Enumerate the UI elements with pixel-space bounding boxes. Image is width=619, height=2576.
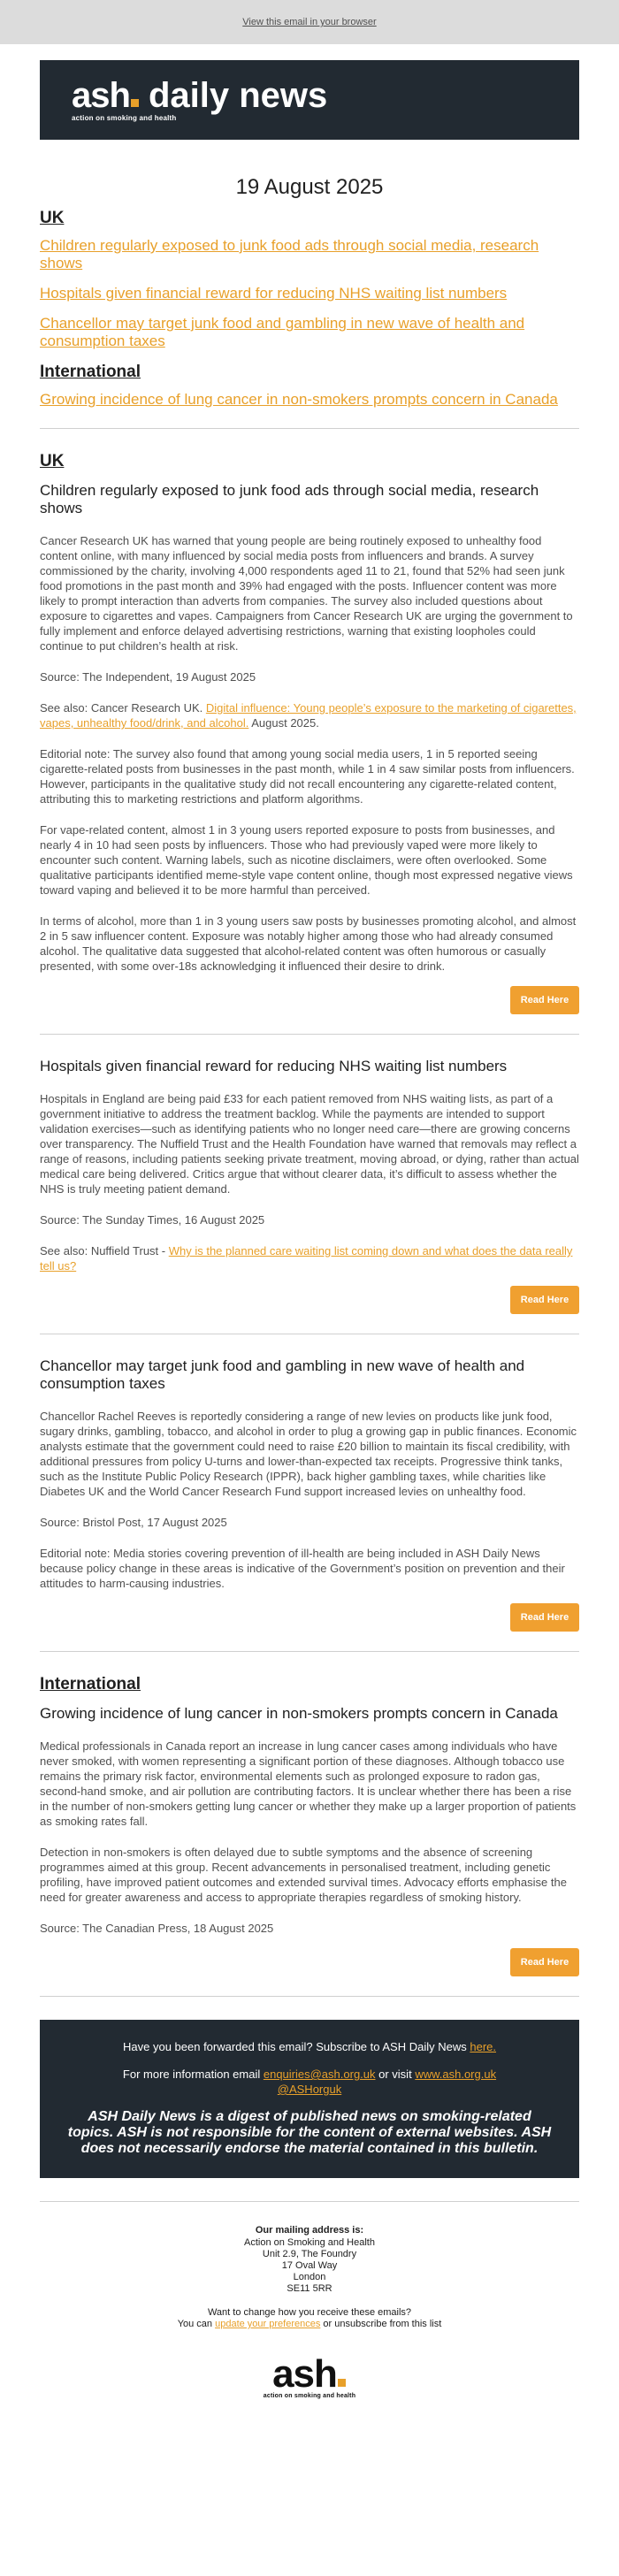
section-heading-uk: UK [40, 452, 65, 470]
article-title: Growing incidence of lung cancer in non-smokers prompts concern in Canada [40, 1705, 558, 1722]
see-also-suffix: August 2025. [248, 716, 319, 730]
article-paragraph: Cancer Research UK has warned that young people are being routinely exposed to unhealthy food content online, with many influenced by social media posts from influencers and brands. A survey commissioned by the charity, involving 4,000 respondents aged 11 to 21, found that 52% had seen junk food promotions in the past month and 39% had engaged with the posts. Influencer content was more likely to prompt interaction than adverts from companies. The survey also included questions about exposure to cigarettes and vapes. Campaigners from Cancer Research UK are urging the government to fully implement and enforce delayed advertising restrictions, warning that existing loopholes could continue to put children’s health at risk. [40, 534, 573, 653]
header-banner [40, 60, 579, 140]
read-here-button[interactable]: Read Here [510, 1948, 579, 1976]
contact-info [66, 2067, 553, 2097]
email-link[interactable]: enquiries@ash.org.uk [263, 2068, 376, 2081]
ash-daily-news-logo [72, 78, 327, 122]
contact-or: or visit [375, 2068, 416, 2081]
unsubscribe-text: or unsubscribe from this list [320, 2319, 442, 2329]
article-title: Hospitals given financial reward for reducing NHS waiting list numbers [40, 1058, 508, 1074]
address-line: 17 Oval Way [281, 2260, 338, 2271]
contact-text: For more information email [122, 2068, 264, 2081]
article-paragraph: Editorial note: Media stories covering prevention of ill-health are being included in ASH Daily News because policy change in these areas is indicative of the Government’s position on prevention and their attitudes to harm-causing industries. [40, 1547, 565, 1590]
change-preferences-question: Want to change how you receive these emails? [207, 2307, 412, 2318]
issue-date: 19 August 2025 [235, 175, 384, 199]
article-title: Children regularly exposed to junk food ads through social media, research shows [40, 482, 539, 516]
see-also-link[interactable]: Why is the planned care waiting list coming down and what does the data really tell us? [40, 1244, 573, 1273]
divider [40, 2201, 579, 2202]
article-paragraph: Hospitals in England are being paid £33 for each patient removed from NHS waiting lists, as part of a government initiative to address the treatment backlog. While the payments are intended to support validation exercises—such as identifying patients who no longer need care—there are growing concerns over transparency. The Nuffield Trust and the Health Foundation have warned that removals may reflect a range of reasons, including patients seeking private treatment, moving abroad, or dying, rather than actual medical care being delivered. Critics argue that without clearer data, it’s difficult to assess whether the NHS is truly meeting patient demand. [40, 1092, 579, 1196]
forwarded-text: Have you been forwarded this email? Subscribe to ASH Daily News [123, 2040, 470, 2053]
article-paragraph: For vape-related content, almost 1 in 3 young users reported exposure to posts from businesses, and nearly 4 in 10 had seen posts by influencers. Those who had previously vaped were more likely to encounter such content. Warning labels, such as nicotine disclaimers, were often overlooked. Some qualitative participants identified meme-style vape content online, though most expressed negative views toward vaping and believed it to be more harmful than perceived. [40, 823, 573, 897]
see-also-label: See also: Cancer Research UK. [40, 701, 206, 715]
mailing-heading: Our mailing address is: [255, 2225, 364, 2236]
toc-uk-heading: UK [40, 209, 65, 227]
read-here-button[interactable]: Read Here [510, 986, 579, 1014]
view-in-browser-link[interactable]: View this email in your browser [242, 17, 377, 27]
article-source: Source: The Sunday Times, 16 August 2025 [40, 1213, 265, 1227]
read-here-button[interactable]: Read Here [510, 1286, 579, 1314]
disclaimer: ASH Daily News is a digest of published news on smoking-related topics. ASH is not responsible for the content of external websites. ASH does not necessarily endorse the material contained in this bulletin. [67, 2109, 552, 2156]
logo-dot-icon [131, 99, 139, 107]
article-see-also [40, 1243, 579, 1273]
email-body [40, 60, 579, 2399]
article-source: Source: The Canadian Press, 18 August 2025 [40, 1922, 274, 1935]
address-line: SE11 5RR [287, 2283, 332, 2294]
article-paragraph: Editorial note: The survey also found that among young social media users, 1 in 5 reported seeing cigarette-related posts from businesses in the past month, while 1 in 4 saw similar posts from influencers. However, participants in the qualitative study did not recall encountering any cigarette-related content, attributing this to marketing restrictions and platform algorithms. [40, 747, 575, 806]
article-title: Chancellor may target junk food and gambling in new wave of health and consumption taxes [40, 1357, 525, 1392]
section-heading-international: International [40, 1675, 141, 1693]
toc-link[interactable]: Children regularly exposed to junk food ads through social media, research shows [40, 237, 539, 271]
divider [40, 1651, 579, 1652]
toc-international-heading: International [40, 363, 141, 381]
article-see-also [40, 700, 579, 730]
toc-link[interactable]: Chancellor may target junk food and gambling in new wave of health and consumption taxes [40, 315, 525, 349]
article [40, 1058, 579, 1314]
twitter-link[interactable]: @ASHorguk [277, 2083, 342, 2096]
toc-link[interactable]: Hospitals given financial reward for reducing NHS waiting list numbers [40, 285, 508, 302]
footer-logo-ash-text: ash [272, 2352, 337, 2396]
footer-box [40, 2020, 579, 2178]
forwarded-notice [66, 2039, 553, 2054]
change-preferences [40, 2319, 579, 2330]
address-line: Action on Smoking and Health [244, 2237, 375, 2248]
divider [40, 1034, 579, 1035]
table-of-contents [40, 209, 579, 409]
divider [40, 428, 579, 429]
top-bar [0, 0, 619, 44]
see-also-label: See also: Nuffield Trust - [40, 1244, 169, 1257]
footer-logo-tagline: action on smoking and health [263, 2393, 356, 2399]
address-line: Unit 2.9, The Foundry [262, 2249, 357, 2259]
article-source: Source: The Independent, 19 August 2025 [40, 670, 256, 684]
change-prefix: You can [177, 2319, 216, 2329]
article-source: Source: Bristol Post, 17 August 2025 [40, 1516, 227, 1529]
article-paragraph: Medical professionals in Canada report an increase in lung cancer cases among individuals who have never smoked, with women representing a significant portion of these diagnoses. Although tobacco use remains the primary risk factor, environmental elements such as prolonged exposure to radon gas, second-hand smoke, and air pollution are contributing factors. It is unclear whether there has been a rise in the number of non-smokers getting lung cancer or whether they make up a larger proportion of patients as smoking rates fall. [40, 1739, 577, 1828]
article [40, 1357, 579, 1632]
footer-ash-logo [40, 2352, 579, 2399]
footer-logo-dot-icon [338, 2379, 346, 2387]
article-paragraph: In terms of alcohol, more than 1 in 3 young users saw posts by businesses promoting alcohol, and almost 2 in 5 saw influencer content. Exposure was notably higher among those who had already consumed alcohol. The qualitative data suggested that alcohol-related content was often humorous or casually presented, with some over-18s acknowledging it influenced their desire to drink. [40, 914, 577, 973]
see-also-link[interactable]: Digital influence: Young people’s exposure to the marketing of cigarettes, vapes, unhealthy food/drink, and alcohol. [40, 701, 577, 730]
article [40, 452, 579, 1014]
read-here-button[interactable]: Read Here [510, 1603, 579, 1632]
toc-link[interactable]: Growing incidence of lung cancer in non-smokers prompts concern in Canada [40, 391, 558, 408]
update-preferences-link[interactable]: update your preferences [215, 2319, 321, 2329]
address-line: London [293, 2272, 326, 2282]
logo-title: daily news [148, 76, 328, 115]
website-link[interactable]: www.ash.org.uk [415, 2068, 497, 2081]
article-paragraph: Chancellor Rachel Reeves is reportedly considering a range of new levies on products like junk food, sugary drinks, gambling, tobacco, and alcohol in order to plug a growing gap in public finances. Economic analysts estimate that the government could need to raise £20 billion to maintain its fiscal credibility, with additional pressures from policy U-turns and lower-than-expected tax receipts. Progressive think tanks, such as the Institute Public Policy Research (IPPR), back higher gambling taxes, while charities like Diabetes UK and the World Cancer Research Fund support increased levies on unhealthy food. [40, 1410, 577, 1498]
subscribe-link[interactable]: here. [470, 2040, 496, 2053]
divider [40, 1996, 579, 1997]
mailing-address [40, 2225, 579, 2330]
logo-ash-text: ash [72, 76, 130, 115]
logo-tagline: action on smoking and health [72, 114, 177, 122]
article [40, 1675, 579, 1976]
article-paragraph: Detection in non-smokers is often delayed due to subtle symptoms and the absence of screening programmes aimed at this group. Recent advancements in personalised treatment, including genetic profiling, have improved patient outcomes and extended survival times. Advocacy efforts emphasise the need for greater awareness and access to appropriate therapies regardless of smoking history. [40, 1846, 567, 1904]
